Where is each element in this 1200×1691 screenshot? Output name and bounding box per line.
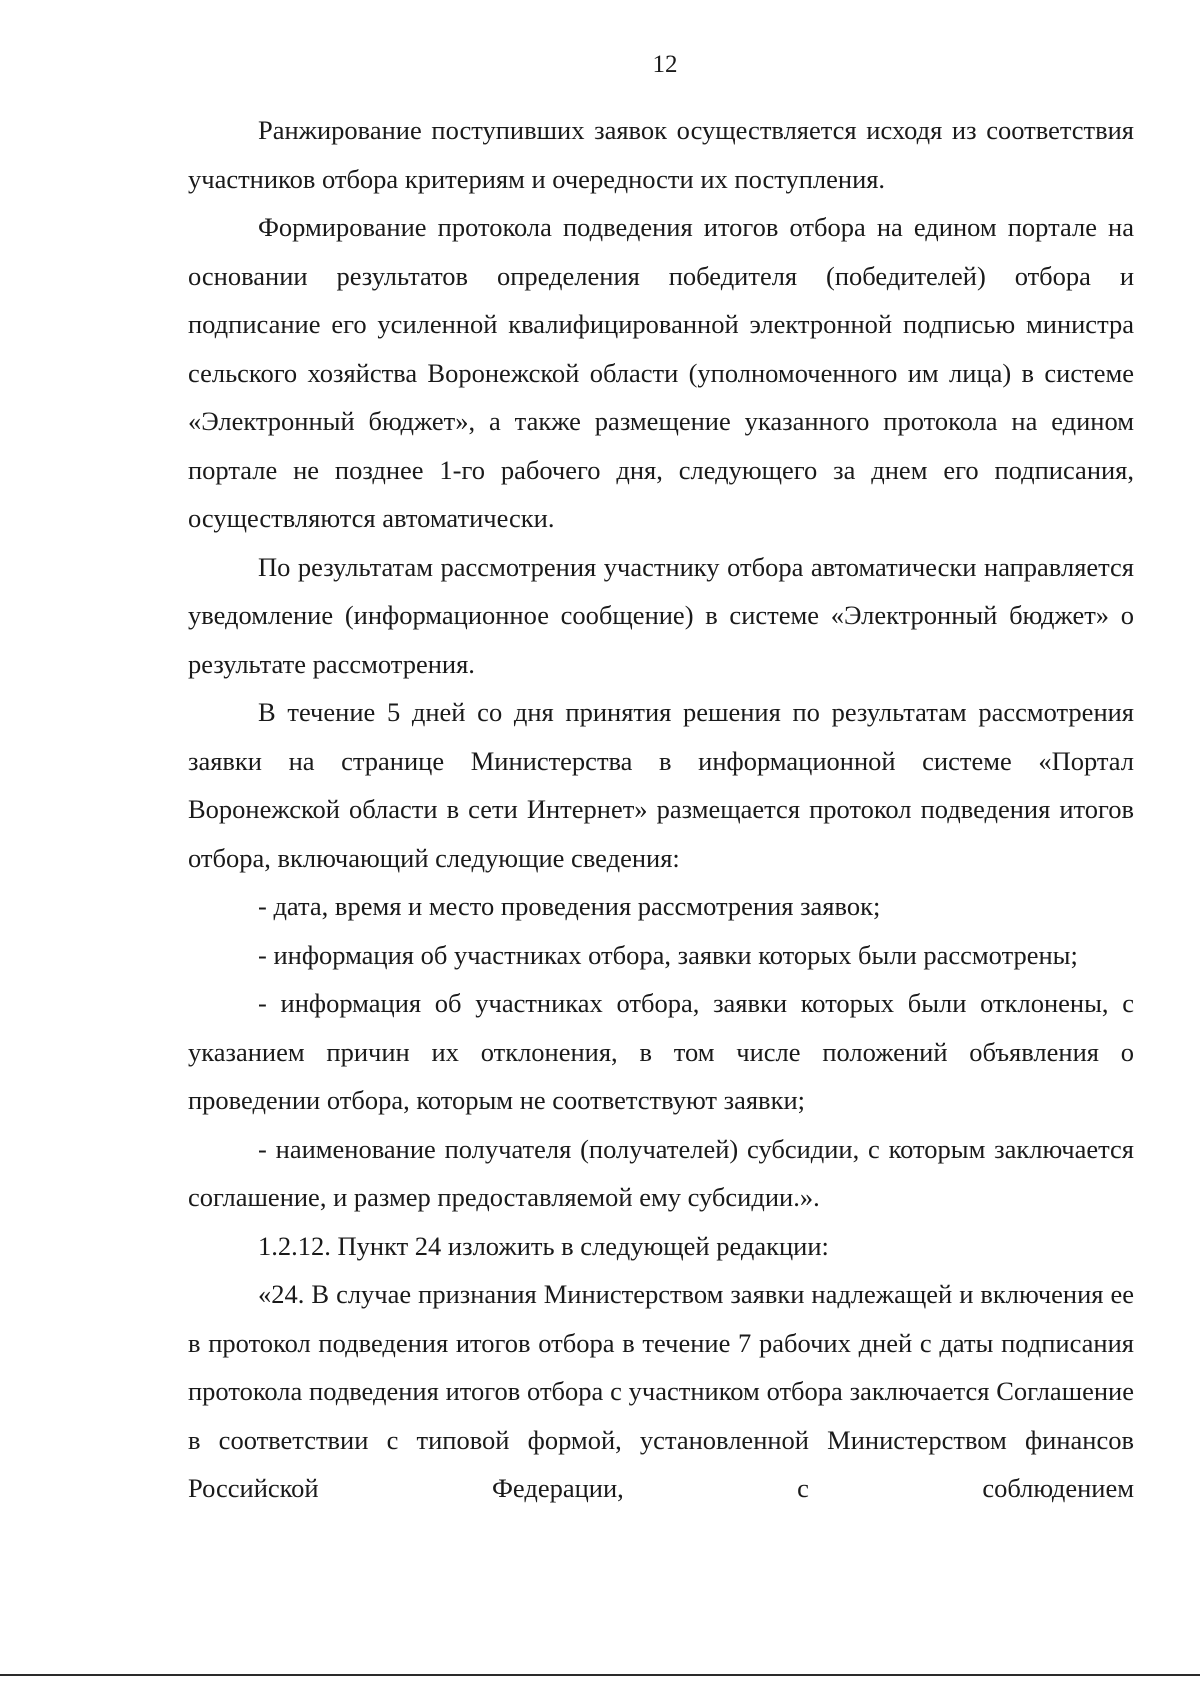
document-body (188, 106, 1134, 1513)
paragraph-protocol-formation: Формирование протокола подведения итогов отбора на едином портале на основании результатов определения победителя (победителей) отбора и подписание его усиленной квалифицированной электронной подписью министра сельского хозяйства Воронежской области (уполномоченного им лица) в системе «Электронный бюджет», а также размещение указанного протокола на едином портале не позднее 1-го рабочего дня, следующего за днем его подписания, осуществляются автоматически. (188, 212, 1134, 533)
list-item-reviewed-participants: - информация об участниках отбора, заявки которых были рассмотрены; (258, 939, 1078, 970)
list-item-date-time-place: - дата, время и место проведения рассмотрения заявок; (258, 891, 881, 921)
paragraph-clause-1-2-12: 1.2.12. Пункт 24 изложить в следующей редакции: (258, 1230, 829, 1261)
list-item-rejected-participants: - информация об участниках отбора, заявки которых были отклонены, с указанием причин их отклонения, в том числе положений объявления о проведении отбора, которым не соответствуют заявки; (188, 988, 1134, 1115)
paragraph-ranking: Ранжирование поступивших заявок осуществляется исходя из соответствия участников отбора критериям и очередности их поступления. (188, 115, 1134, 194)
list-item-recipient-name: - наименование получателя (получателей) субсидии, с которым заключается соглашение, и размер предоставляемой ему субсидии.». (188, 1133, 1134, 1212)
paragraph-clause-24: «24. В случае признания Министерством заявки надлежащей и включения ее в протокол подведения итогов отбора в течение 7 рабочих дней с даты подписания протокола подведения итогов отбора с участником отбора заключается Соглашение в соответствии с типовой формой, установленной Министерством финансов Российской Федерации, с соблюдением (188, 1279, 1134, 1503)
page-number: 12 (652, 51, 678, 78)
paragraph-protocol-publication: В течение 5 дней со дня принятия решения по результатам рассмотрения заявки на странице Министерства в информационной системе «Портал Воронежской области в сети Интернет» размещается протокол подведения итогов отбора, включающий следующие сведения: (188, 697, 1134, 873)
paragraph-notification: По результатам рассмотрения участнику отбора автоматически направляется уведомление (информационное сообщение) в системе «Электронный бюджет» о результате рассмотрения. (188, 551, 1134, 679)
bottom-divider (0, 1674, 1200, 1676)
